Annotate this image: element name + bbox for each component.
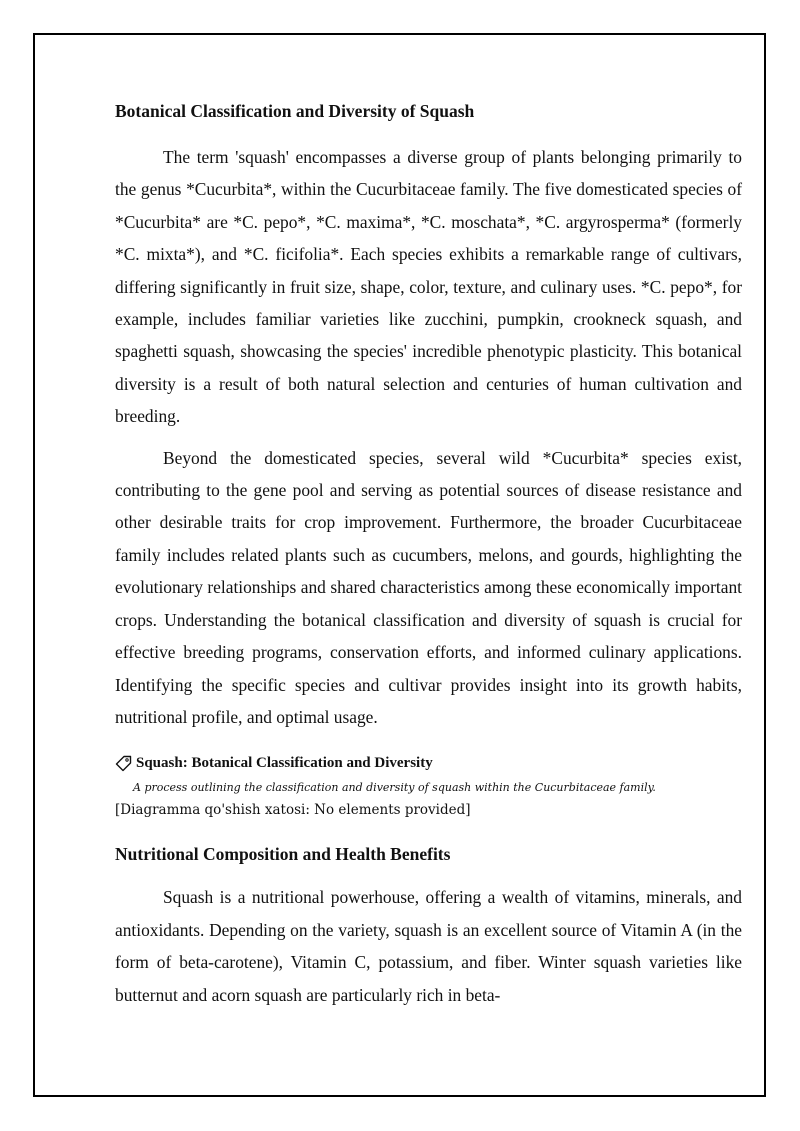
- document-body: [115, 98, 742, 1011]
- section-heading-nutrition: Nutritional Composition and Health Benefits: [115, 844, 451, 865]
- figure-title-text: Squash: Botanical Classification and Diversity: [136, 755, 433, 772]
- paragraph-nutrition-1: Squash is a nutritional powerhouse, offering a wealth of vitamins, minerals, and antioxidants. Depending on the variety, squash is an excellent source of Vitamin A (in the form of beta-carotene), Vitamin C, potassium, and fiber. Winter squash varieties like butternut and acorn squash are particularly rich in beta-: [115, 887, 742, 1005]
- paragraph-botanical-2: Beyond the domesticated species, several wild *Cucurbita* species exist, contributing to the gene pool and serving as potential sources of disease resistance and other desirable traits for crop improvement. Furthermore, the broader Cucurbitaceae family includes related plants such as cucumbers, melons, and gourds, highlighting the evolutionary relationships and shared characteristics among these economically important crops. Understanding the botanical classification and diversity of squash is crucial for effective breeding programs, conservation efforts, and informed culinary applications. Identifying the specific species and cultivar provides insight into its growth habits, nutritional profile, and optimal usage.: [115, 447, 742, 727]
- figure-caption: A process outlining the classification and diversity of squash within the Cucurbitaceae family.: [133, 781, 656, 795]
- diagram-error-note: [Diagramma qo'shish xatosi: No elements provided]: [115, 802, 471, 819]
- paragraph-botanical-1: The term 'squash' encompasses a diverse group of plants belonging primarily to the genus *Cucurbita*, within the Cucurbitaceae family. The five domesticated species of *Cucurbita* are *C. pepo*, *C. maxima*, *C. moschata*, *C. argyrosperma* (formerly *C. mixta*), and *C. ficifolia*. Each species exhibits a remarkable range of cultivars, differing significantly in fruit size, shape, color, texture, and culinary uses. *C. pepo*, for example, includes familiar varieties like zucchini, pumpkin, crookneck squash, and spaghetti squash, showcasing the species' incredible phenotypic plasticity. This botanical diversity is a result of both natural selection and centuries of human cultivation and breeding.: [115, 147, 742, 427]
- figure-title: [115, 753, 742, 773]
- tag-icon: [115, 755, 132, 772]
- section-heading-botanical: Botanical Classification and Diversity of Squash: [115, 101, 475, 121]
